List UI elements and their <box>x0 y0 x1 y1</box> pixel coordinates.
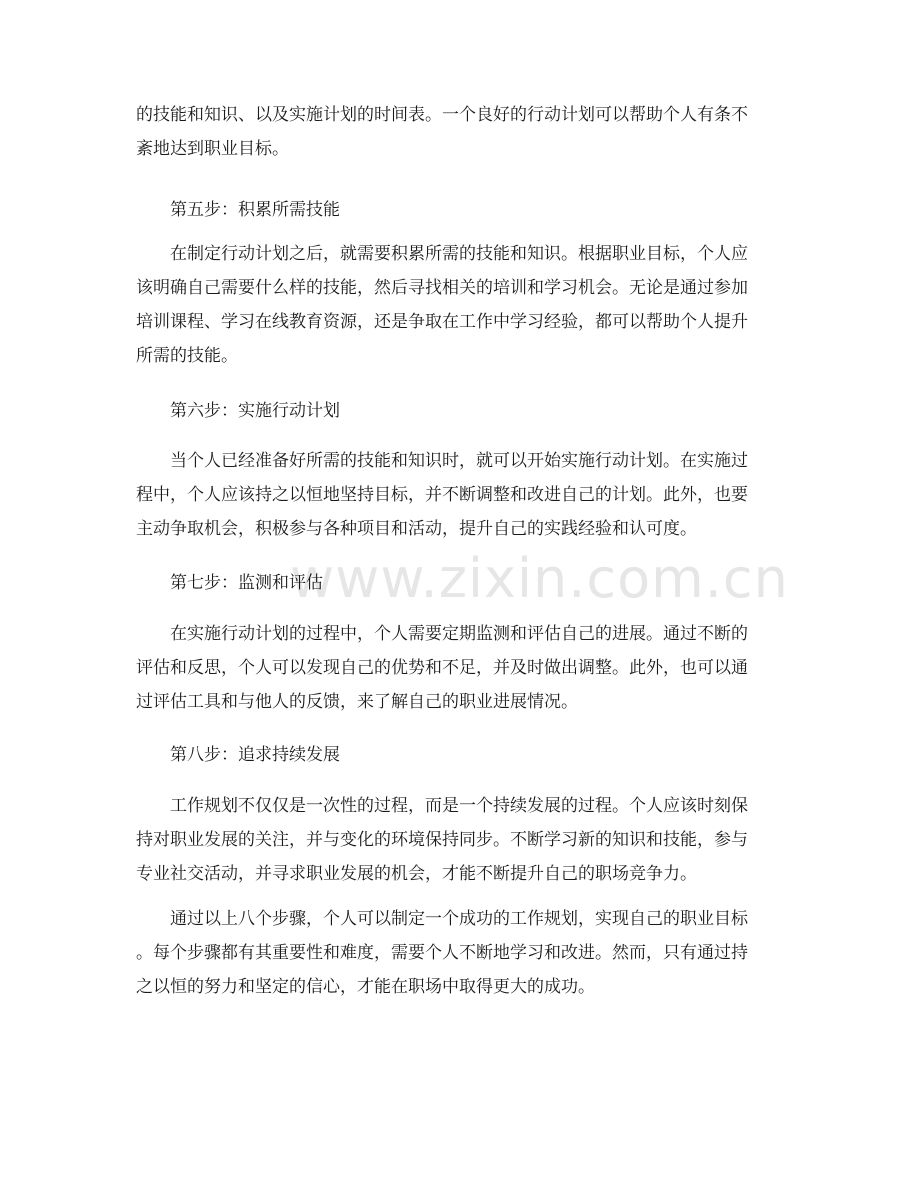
text-line: 培训课程、学习在线教育资源，还是争取在工作中学习经验，都可以帮助个人提升 <box>136 312 748 332</box>
text-line: 专业社交活动，并寻求职业发展的机会，才能不断提升自己的职场竞争力。 <box>136 864 697 884</box>
heading-step-8 <box>136 738 786 772</box>
paragraph-step-8 <box>136 789 786 891</box>
paragraph-step-7 <box>136 617 786 719</box>
watermark: www.zixin.com.cn <box>290 547 789 610</box>
text-line: 程中，个人应该持之以恒地坚持目标，并不断调整和改进自己的计划。此外，也要 <box>136 485 748 505</box>
heading-step-7 <box>136 566 786 600</box>
heading-text: 第六步：实施行动计划 <box>170 401 340 421</box>
heading-step-5 <box>136 193 786 227</box>
text-line: 所需的技能。 <box>136 346 238 366</box>
text-line: 持对职业发展的关注，并与变化的环境保持同步。不断学习新的知识和技能，参与 <box>136 830 748 850</box>
paragraph-continuation <box>136 98 786 166</box>
text-line: 之以恒的努力和坚定的信心，才能在职场中取得更大的成功。 <box>136 977 595 997</box>
heading-step-6 <box>136 394 786 428</box>
text-line: 在实施行动计划的过程中，个人需要定期监测和评估自己的进展。通过不断的 <box>170 624 748 644</box>
text-line: 通过以上八个步骤，个人可以制定一个成功的工作规划，实现自己的职业目标 <box>170 909 748 929</box>
paragraph-conclusion <box>136 902 786 1004</box>
text-line: 过评估工具和与他人的反馈，来了解自己的职业进展情况。 <box>136 692 578 712</box>
text-line: 紊地达到职业目标。 <box>136 139 289 159</box>
text-line: 评估和反思，个人可以发现自己的优势和不足，并及时做出调整。此外，也可以通 <box>136 658 748 678</box>
heading-text: 第七步：监测和评估 <box>170 573 323 593</box>
paragraph-step-6 <box>136 444 786 546</box>
paragraph-step-5 <box>136 237 786 373</box>
text-line: 主动争取机会，积极参与各种项目和活动，提升自己的实践经验和认可度。 <box>136 519 697 539</box>
text-line: 工作规划不仅仅是一次性的过程，而是一个持续发展的过程。个人应该时刻保 <box>170 796 748 816</box>
text-line: 当个人已经准备好所需的技能和知识时，就可以开始实施行动计划。在实施过 <box>170 451 748 471</box>
text-line: 该明确自己需要什么样的技能，然后寻找相关的培训和学习机会。无论是通过参加 <box>136 278 748 298</box>
heading-text: 第八步：追求持续发展 <box>170 745 340 765</box>
text-line: 在制定行动计划之后，就需要积累所需的技能和知识。根据职业目标，个人应 <box>170 244 748 264</box>
heading-text: 第五步：积累所需技能 <box>170 200 340 220</box>
text-line: 。每个步骤都有其重要性和难度，需要个人不断地学习和改进。然而，只有通过持 <box>136 943 748 963</box>
text-line: 的技能和知识、以及实施计划的时间表。一个良好的行动计划可以帮助个人有条不 <box>136 105 748 125</box>
